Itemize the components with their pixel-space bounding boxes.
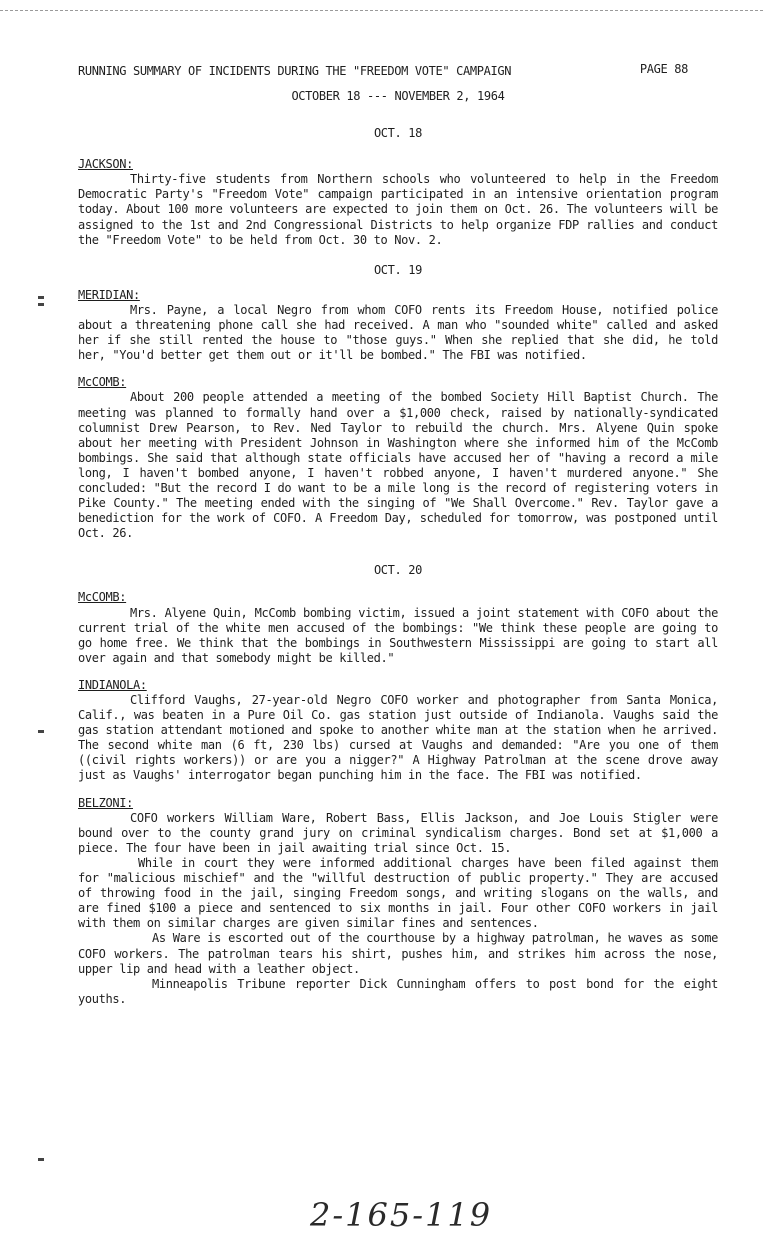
date-range: OCTOBER 18 --- NOVEMBER 2, 1964 [291,89,505,103]
incident-log [78,126,718,1007]
incident-paragraph: As Ware is escorted out of the courthouse by a highway patrolman, he waves as some COFO workers. The patrolman tears his shirt, pushes him, and strikes him across the nose, upper lip and head with a leather object. [78,931,718,976]
incident-entry [78,678,718,784]
incident-entry [78,590,718,665]
incident-entry [78,288,718,363]
location-label: JACKSON: [78,157,133,172]
incident-paragraph: Thirty-five students from Northern schools who volunteered to help in the Freedom Democratic Party's "Freedom Vote" campaign participated in an intensive orientation program today. About 100 more volunteers are expected to join them on Oct. 26. The volunteers will be assigned to the 1st and 2nd Congressional Districts to help organize FDP rallies and conduct the "Freedom Vote" to be held from Oct. 30 to Nov. 2. [78,172,718,247]
document-title: RUNNING SUMMARY OF INCIDENTS DURING THE "FREEDOM VOTE" CAMPAIGN [78,64,512,78]
margin-mark [38,303,44,306]
location-label: INDIANOLA: [78,677,147,692]
perforation-edge [0,0,763,11]
day-heading: OCT. 18 [373,126,423,141]
margin-mark [38,296,44,299]
handwritten-file-number: 2-165-119 [310,1196,493,1234]
margin-mark [38,730,44,733]
page-number: PAGE 88 [639,62,688,76]
day-heading: OCT. 19 [373,262,423,277]
location-label: MERIDIAN: [78,287,140,302]
day-heading: OCT. 20 [373,563,423,578]
incident-paragraph: While in court they were informed additional charges have been filed against them for "malicious mischief" and the "willful destruction of public property." They are accused of throwing food in the jail, singing Freedom songs, and writing slogans on the walls, and are fined $100 a piece and sentenced to six months in jail. Four other COFO workers in jail with them on similar charges are given similar fines and sentences. [78,855,718,931]
incident-paragraph: Mrs. Alyene Quin, McComb bombing victim, issued a joint statement with COFO about the current trial of the white men accused of the bombings: "We think these people are going to go home free. We think that the bombings in Southwestern Mississippi are going to start all over again and that somebody might be killed." [78,605,718,665]
incident-entry [78,375,718,541]
incident-paragraph: Mrs. Payne, a local Negro from whom COFO rents its Freedom House, notified police about a threatening phone call she had received. A man who "sounded white" called and asked her if she still rented the house to "those guys." When she replied that she did, he told her, "You'd better get them out or it'll be bombed." The FBI was notified. [78,302,718,363]
location-label: McCOMB: [78,375,127,390]
incident-paragraph: About 200 people attended a meeting of the bombed Society Hill Baptist Church. The meeting was planned to formally hand over a $1,000 check, raised by nationally-syndicated columnist Drew Pearson, to Rev. Ned Taylor to rebuild the church. Mrs. Alyene Quin spoke about her meeting with President Johnson in Washington where she informed him of the McComb bombings. She said that although state officials have accused her of "having a record a mile long, I haven't bombed anyone, I haven't robbed anyone, I haven't murdered anyone." She concluded: "But the record I do want to be a mile long is the record of registering voters in Pike County." The meeting ended with the singing of "We Shall Overcome." Rev. Taylor gave a benediction for the work of COFO. A Freedom Day, scheduled for tomorrow, was postponed until Oct. 26. [78,390,718,541]
location-label: BELZONI: [78,795,133,810]
document-page [78,58,718,1019]
incident-paragraph: COFO workers William Ware, Robert Bass, Ellis Jackson, and Joe Louis Stigler were bound over to the county grand jury on criminal syndicalism charges. Bond set at $1,000 a piece. The four have been in jail awaiting trial since Oct. 15. [78,810,718,855]
page-header [78,58,718,78]
incident-paragraph: Clifford Vaughs, 27-year-old Negro COFO worker and photographer from Santa Monica, Calif., was beaten in a Pure Oil Co. gas station just outside of Indianola. Vaughs said the gas station attendant motioned and spoke to another white man at the station when he arrived. The second white man (6 ft, 230 lbs) cursed at Vaughs and demanded: "Are you one of them ((civil rights workers)) or are you a nigger?" A Highway Patrolman at the scene drove away just as Vaughs' interrogator began punching him in the face. The FBI was notified. [78,693,718,783]
location-label: McCOMB: [78,590,127,605]
incident-entry [78,796,718,1007]
incident-entry [78,157,718,248]
incident-paragraph: Minneapolis Tribune reporter Dick Cunningham offers to post bond for the eight youths. [78,976,718,1006]
margin-mark [38,1158,44,1161]
